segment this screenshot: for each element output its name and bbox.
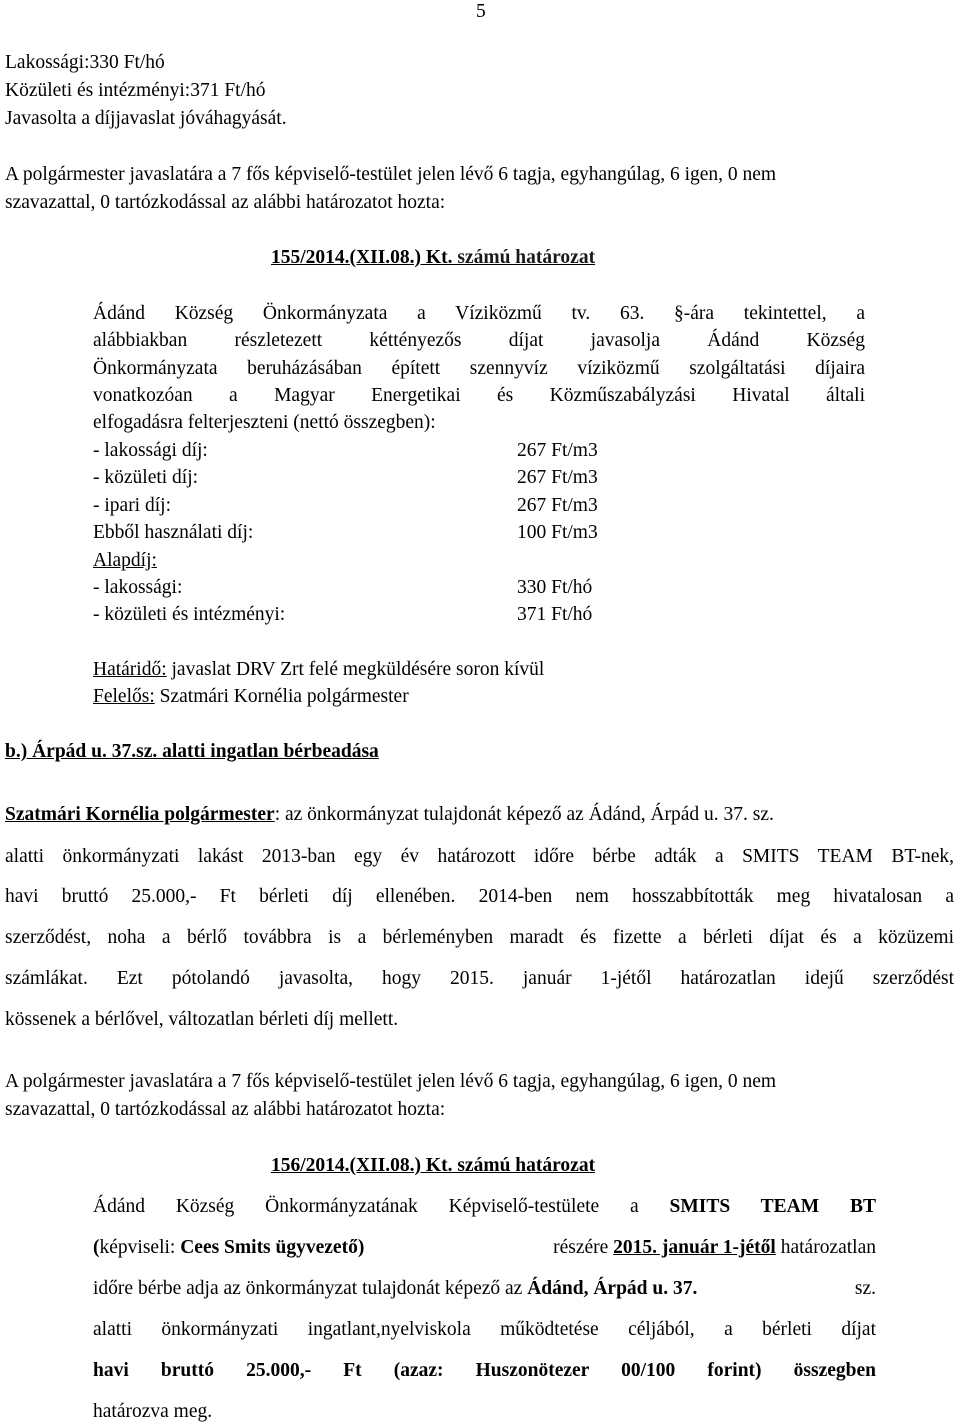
text-span: képviseli: xyxy=(99,1237,181,1258)
start-date: 2015. január 1-jétől xyxy=(613,1237,776,1258)
fee-label: - közületi és intézményi: xyxy=(93,604,286,625)
fee-row xyxy=(93,466,598,490)
fee-value: 267 Ft/m3 xyxy=(517,495,598,516)
resolution-title-suffix: számú határozat xyxy=(452,247,596,268)
paren-open: ( xyxy=(93,1237,100,1258)
responsible-text: Szatmári Kornélia polgármester xyxy=(154,686,409,707)
property-address: Ádánd, Árpád u. 37. xyxy=(527,1278,698,1299)
vote-text-line: A polgármester javaslatára a 7 fős képviselő-testület jelen lévő 6 tagja, egyhangúlag, 6 igen, 0 nem xyxy=(5,164,777,185)
text-span: Ádánd Község Önkormányzatának Képviselő-testülete a xyxy=(93,1196,670,1217)
resolution-body-line: alábbiakban részletezett kéttényezős díjat javasolja Ádánd Község xyxy=(93,330,865,351)
representative-name: Cees Smits ügyvezető) xyxy=(180,1237,365,1258)
resolution-body-line: alatti önkormányzati ingatlant,nyelviskola működtetése céljából, a bérleti díjat xyxy=(93,1319,876,1340)
fee-label: - lakossági díj: xyxy=(93,440,208,461)
resolution-body-line: határozva meg. xyxy=(93,1401,213,1422)
fee-value: 371 Ft/hó xyxy=(517,604,593,625)
fee-row xyxy=(93,439,598,463)
resolution-title xyxy=(271,246,595,270)
resolution-body-line: havi bruttó 25.000,- Ft (azaz: Huszonötezer 00/100 forint) összegben xyxy=(93,1360,876,1381)
company-name: SMITS TEAM BT xyxy=(669,1196,876,1217)
resolution-body-line: vonatkozóan a Magyar Energetikai és Közműszabályzási Hivatal általi xyxy=(93,385,865,406)
section-paragraph-line: havi bruttó 25.000,- Ft bérleti díj ellenében. 2014-ben nem hosszabbították meg hivatalosan a xyxy=(5,886,954,907)
resolution-body-line xyxy=(93,1236,876,1260)
text-span: időre bérbe adja az önkormányzat tulajdonát képező az xyxy=(93,1278,528,1299)
section-text: : az önkormányzat tulajdonát képező az Ádánd, Árpád u. 37. sz. xyxy=(274,804,774,825)
deadline-text: javaslat DRV Zrt felé megküldésére soron kívül xyxy=(166,659,545,680)
intro-line-proposal: Javasolta a díjjavaslat jóváhagyását. xyxy=(5,108,287,129)
speaker-name: Szatmári Kornélia polgármester xyxy=(5,804,275,825)
section-paragraph-line: szerződést, noha a bérlő továbbra is a bérleményben maradt és fizette a bérleti díjat és a közüzemi xyxy=(5,927,954,948)
page-number: 5 xyxy=(476,1,486,22)
text-span: határozatlan xyxy=(775,1237,876,1258)
fee-label: - közületi díj: xyxy=(93,467,199,488)
vote-text-line: szavazattal, 0 tartózkodással az alábbi határozatot hozta: xyxy=(5,1099,446,1120)
fee-value: 330 Ft/hó xyxy=(517,577,593,598)
fee-value: 267 Ft/m3 xyxy=(517,440,598,461)
fee-label: - ipari díj: xyxy=(93,495,171,516)
alapdij-label: Alapdíj: xyxy=(93,550,157,571)
fee-row xyxy=(93,494,598,518)
resolution-body-line: elfogadásra felterjeszteni (nettó összegben): xyxy=(93,412,436,433)
resolution-title xyxy=(271,1154,595,1178)
resolution-body-line: Önkormányzata beruházásában épített szennyvíz víziközmű szolgáltatási díjaira xyxy=(93,358,865,379)
fee-label: - lakossági: xyxy=(93,577,183,598)
resolution-body-line: Ádánd Község Önkormányzata a Víziközmű tv. 63. §-ára tekintettel, a xyxy=(93,303,865,324)
section-heading-title: alatti ingatlan bérbeadása xyxy=(157,741,379,762)
deadline-line xyxy=(93,658,544,682)
section-paragraph-line: számlákat. Ezt pótolandó javasolta, hogy 2015. január 1-jétől határozatlan idejű szerződést xyxy=(5,968,954,989)
resolution-body-line xyxy=(93,1195,876,1219)
fee-row xyxy=(93,521,598,545)
intro-line-residential: Lakossági:330 Ft/hó xyxy=(5,52,165,73)
vote-text-line: A polgármester javaslatára a 7 fős képviselő-testület jelen lévő 6 tagja, egyhangúlag, 6 igen, 0 nem xyxy=(5,1071,777,1092)
resolution-body-line xyxy=(93,1277,876,1301)
resolution-number: 155/2014.(XII.08.) Kt. xyxy=(271,247,453,268)
section-paragraph-line: kössenek a bérlővel, változatlan bérleti díj mellett. xyxy=(5,1009,399,1030)
section-paragraph-line: alatti önkormányzati lakást 2013-ban egy év határozott időre bérbe adták a SMITS TEAM BT-nek, xyxy=(5,846,954,867)
text-span xyxy=(93,1277,697,1301)
fee-value: 100 Ft/m3 xyxy=(517,522,598,543)
fee-value: 267 Ft/m3 xyxy=(517,467,598,488)
responsible-line xyxy=(93,685,409,709)
resolution-number: 156/2014.(XII.08.) Kt. xyxy=(271,1155,453,1176)
section-paragraph-line xyxy=(5,803,774,827)
base-fee-row xyxy=(93,576,593,600)
resolution-title-suffix: számú határozat xyxy=(452,1155,596,1176)
deadline-label: Határidő: xyxy=(93,659,167,680)
date-span xyxy=(553,1236,876,1260)
responsible-label: Felelős: xyxy=(93,686,155,707)
representative-span xyxy=(93,1236,364,1260)
text-span: sz. xyxy=(854,1278,876,1299)
vote-text-line: szavazattal, 0 tartózkodással az alábbi határozatot hozta: xyxy=(5,192,446,213)
section-heading xyxy=(5,740,379,764)
base-fee-row xyxy=(93,603,593,627)
text-span: részére xyxy=(553,1237,614,1258)
intro-line-public: Közületi és intézményi:371 Ft/hó xyxy=(5,80,266,101)
section-heading-label: b.) Árpád u. 37.sz. xyxy=(5,741,158,762)
fee-label: Ebből használati díj: xyxy=(93,522,254,543)
